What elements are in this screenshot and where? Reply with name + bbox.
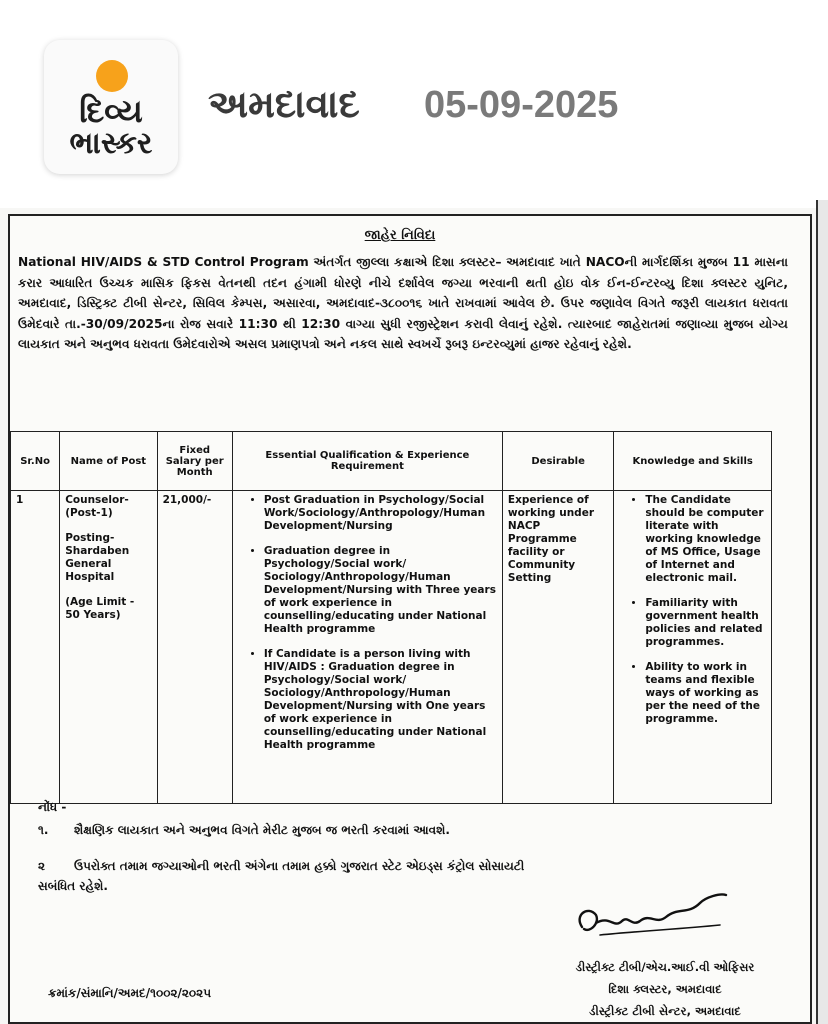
note-item (38, 856, 538, 896)
officer-signature (570, 885, 730, 945)
note-number: ૧. (38, 823, 49, 837)
table-row (11, 491, 772, 804)
signatory-office: દિશા ક્લસ્ટર, અમદાવાદ (608, 982, 722, 996)
age-limit: (Age Limit - 50 Years) (65, 596, 135, 621)
sun-icon (96, 60, 128, 92)
essential-item: • Post Graduation in Psychology/Social Work/Sociology/Anthropology/Human Development/Nursing (264, 494, 497, 533)
signatory-block (540, 956, 790, 1022)
cell-salary: 21,000/- (157, 491, 232, 804)
adjacent-column-edge (816, 200, 828, 1024)
note-text: ઉપરોક્ત તમામ જગ્યાઓની ભરતી અંગેના તમામ હક્કો ગુજરાત સ્ટેટ એઇડ્સ કંટ્રોલ સોસાયટી સબંધિત રહેશે. (38, 859, 525, 893)
requirements-table (10, 431, 772, 804)
header-desirable: Desirable (502, 432, 613, 491)
newspaper-header (0, 0, 828, 200)
cell-essential (232, 491, 502, 804)
edition-date: 05-09-2025 (424, 84, 619, 126)
signatory-address: ડીસ્ટ્રીક્ટ ટીબી સેન્ટર, અમદાવાદ (589, 1004, 741, 1018)
knowledge-item: • Familiarity with government health policies and related programmes. (645, 597, 766, 649)
divya-bhaskar-logo[interactable] (44, 40, 178, 174)
note-item (38, 820, 538, 840)
logo-text-bhaskar: ભાસ્કર (69, 126, 153, 161)
cell-post (60, 491, 157, 804)
knowledge-item: • The Candidate should be computer literate with working knowledge of MS Office, Usage of Internet and electronic mail. (645, 494, 766, 585)
note-text: શૈક્ષણિક લાયકાત અને અનુભવ વિગતે મેરીટ મુજબ જ ભરતી કરવામાં આવશે. (74, 823, 450, 837)
cell-srno: 1 (11, 491, 60, 804)
note-number: ૨ (38, 859, 46, 873)
edition-city: અમદાવાદ (208, 82, 360, 126)
header-post: Name of Post (60, 432, 157, 491)
cell-knowledge (614, 491, 772, 804)
header-essential: Essential Qualification & Experience Requirement (232, 432, 502, 491)
cell-desirable: Experience of working under NACP Programme facility or Community Setting (502, 491, 613, 804)
notice-paragraph: National HIV/AIDS & STD Control Program અંતર્ગત જીલ્લા કક્ષાએ દિશા ક્લસ્ટર– અમદાવાદ ખાતે NACOની માર્ગદર્શિકા મુજબ 11 માસના કરાર આધારિત ઉચ્ચક માસિક ફિકસ વેતનથી તદન હંગામી ધોરણે નીચે દર્શાવેલ જગ્યા ભરવાની થતી હોઇ વોક ઈન-ઈન્ટરવ્યુ દિશા ક્લસ્ટર યુનિટ, અમદાવાદ, ડિસ્ટ્રિક્ટ ટીબી સેન્ટર, સિવિલ કેમ્પસ, અસારવા, અમદાવાદ-૩૮૦૦૧૬ ખાતે રાખવામાં આવેલ છે. ઉપર જણાવેલ વિગતે જરૂરી લાયકાત ધરાવતા ઉમેદવારે તા.-30/09/2025ના રોજ સવારે 11:30 થી 12:30 વાગ્યા સુધી રજીસ્ટ્રેશન કરાવી લેવાનું રહેશે. ત્યારબાદ જાહેરાતમાં જણાવ્યા મુજબ યોગ્ય લાયકાત અને અનુભવ ધરાવતા ઉમેદવારોએ અસલ પ્રમાણપત્રો અને નકલ સાથે સ્વખર્ચે રૂબરૂ ઇન્ટરવ્યુમાં હાજર રહેવાનું રહેશે. (18, 255, 788, 351)
notes-heading: નોંધ - (38, 800, 67, 814)
logo-text-divya: દિવ્ય (79, 92, 143, 130)
reference-number: ક્રમાંક/સંમાનિ/અમદ/૧૦૦૨/૨૦૨૫ (48, 986, 212, 1000)
essential-item: • If Candidate is a person living with HIV/AIDS : Graduation degree in Psychology/Social work/ Sociology/Anthropology/Human Development/Nursing with One years of work experience in counselling/educating under National Health programme (264, 648, 497, 752)
posting-location: Posting-Shardaben General Hospital (65, 532, 130, 583)
signatory-title: ડીસ્ટ્રીક્ટ ટીબી/એચ.આઈ.વી ઓફિસર (575, 960, 755, 974)
header-knowledge: Knowledge and Skills (614, 432, 772, 491)
header-srno: Sr.No (11, 432, 60, 491)
post-name: Counselor-(Post-1) (65, 494, 129, 519)
essential-item: • Graduation degree in Psychology/Social work/ Sociology/Anthropology/Human Development/Nursing with Three years of work experience in counselling/educating under National Health programme (264, 545, 497, 636)
knowledge-item: • Ability to work in teams and flexible ways of working as per the need of the programme. (645, 661, 766, 726)
header-salary: Fixed Salary per Month (157, 432, 232, 491)
table-header-row (11, 432, 772, 491)
notice-title: જાહેર નિવિદા (364, 228, 436, 243)
